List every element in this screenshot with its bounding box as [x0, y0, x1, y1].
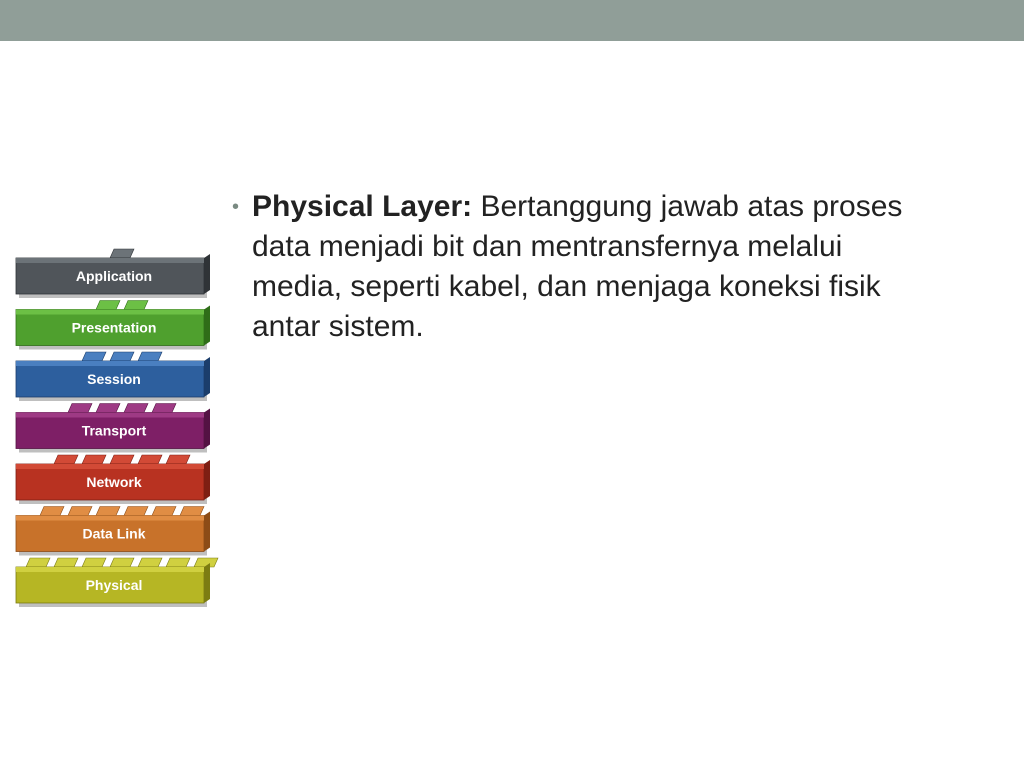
osi-layer — [16, 249, 210, 298]
layer-connector-tab — [40, 507, 64, 516]
layer-connector-tab — [26, 558, 50, 567]
layer-highlight — [16, 258, 204, 263]
bullet-list — [232, 187, 932, 347]
layer-side — [204, 460, 210, 500]
layer-connector-tab — [152, 507, 176, 516]
osi-layer-stack — [0, 0, 230, 768]
layer-highlight — [16, 516, 204, 521]
layer-connector-tab — [194, 558, 218, 567]
layer-connector-tab — [110, 249, 134, 258]
layer-connector-tab — [138, 455, 162, 464]
layer-label: Application — [75, 268, 153, 284]
layer-connector-tab — [54, 455, 78, 464]
layer-connector-tab — [180, 507, 204, 516]
layer-connector-tab — [166, 558, 190, 567]
layer-label: Physical — [85, 577, 143, 593]
bullet-term: Physical Layer: — [252, 190, 473, 223]
layer-highlight — [16, 464, 204, 469]
layer-side — [204, 357, 210, 397]
layer-connector-tab — [152, 404, 176, 413]
bullet-icon: • — [232, 196, 240, 218]
layer-side — [204, 409, 210, 449]
layer-connector-tab — [124, 507, 148, 516]
layer-highlight — [16, 361, 204, 366]
layer-connector-tab — [96, 301, 120, 310]
layer-connector-tab — [124, 404, 148, 413]
layer-connector-tab — [138, 558, 162, 567]
osi-layer — [16, 455, 210, 504]
layer-connector-tab — [82, 352, 106, 361]
layer-highlight — [16, 413, 204, 418]
layer-side — [204, 254, 210, 294]
bullet-body: Bertanggung jawab atas proses data menjadi bit dan mentransfernya melalui media, seperti kabel, dan menjaga koneksi fisik antar sistem. — [252, 190, 903, 343]
bullet-item — [232, 187, 932, 347]
layer-connector-tab — [110, 455, 134, 464]
layer-side — [204, 306, 210, 346]
layer-connector-tab — [96, 507, 120, 516]
layer-connector-tab — [82, 558, 106, 567]
osi-layer — [16, 507, 210, 556]
layer-side — [204, 563, 210, 603]
layer-connector-tab — [124, 301, 148, 310]
osi-layer — [16, 404, 210, 453]
layer-label: Data Link — [82, 525, 146, 542]
layer-connector-tab — [82, 455, 106, 464]
layer-highlight — [16, 567, 204, 572]
osi-layer — [16, 301, 210, 350]
bullet-text — [252, 187, 932, 347]
layer-connector-tab — [54, 558, 78, 567]
layer-highlight — [16, 310, 204, 315]
layer-connector-tab — [110, 558, 134, 567]
layer-connector-tab — [68, 404, 92, 413]
layer-connector-tab — [68, 507, 92, 516]
layer-label: Network — [86, 474, 142, 490]
layer-label: Session — [87, 371, 141, 387]
osi-layer — [16, 558, 218, 607]
layer-side — [204, 512, 210, 552]
layer-label: Transport — [81, 422, 147, 439]
layer-connector-tab — [110, 352, 134, 361]
layer-connector-tab — [96, 404, 120, 413]
layer-label: Presentation — [71, 319, 157, 336]
layer-connector-tab — [138, 352, 162, 361]
osi-layer — [16, 352, 210, 401]
layer-connector-tab — [166, 455, 190, 464]
